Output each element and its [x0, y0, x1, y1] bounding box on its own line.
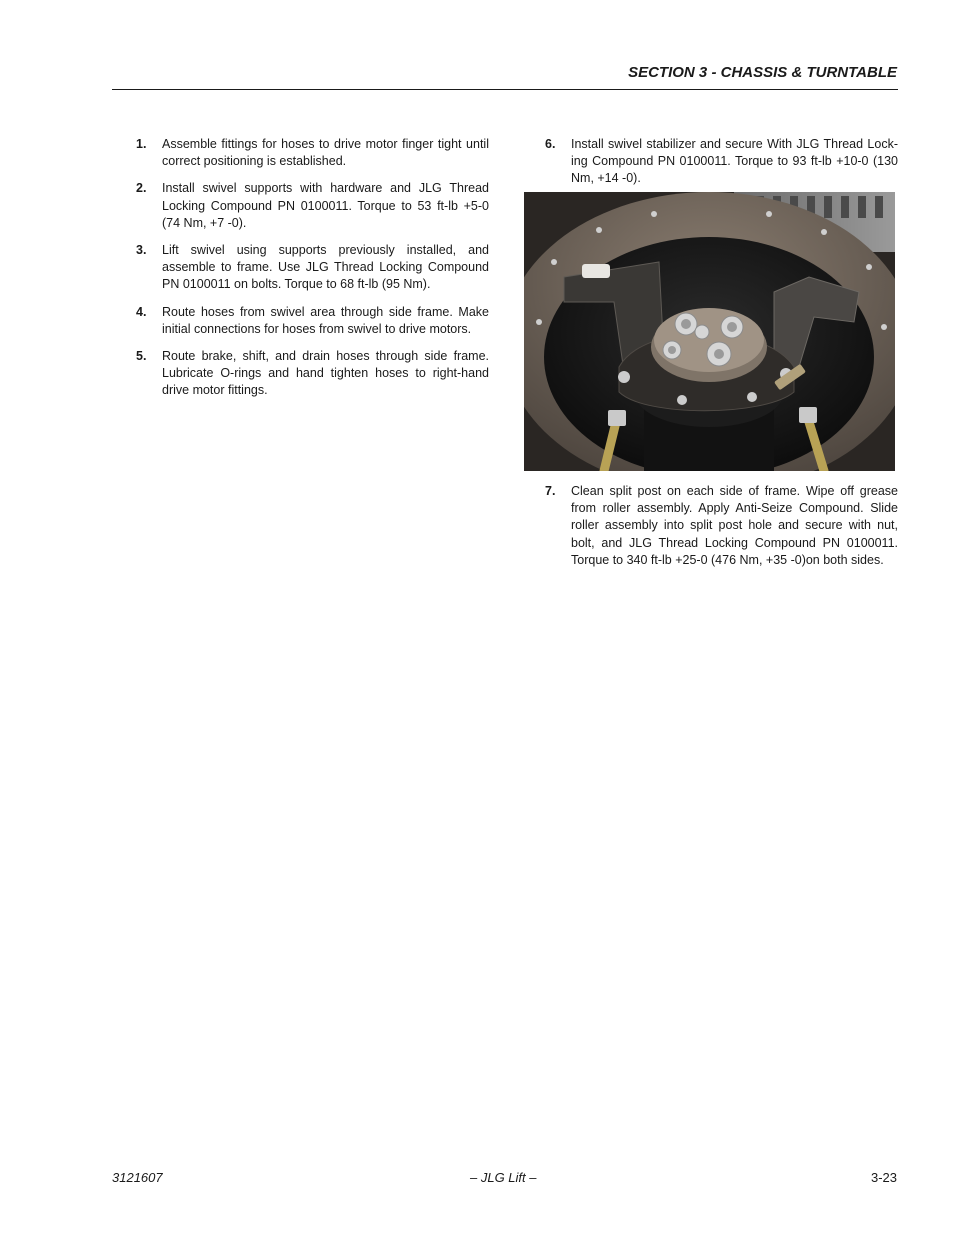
step-item	[133, 348, 489, 400]
step-text: Route hoses from swivel area through side frame. Make initial connections for hoses from swivel to drive motors.	[162, 304, 489, 336]
step-number: 4.	[136, 304, 147, 319]
step-text: Lift swivel using supports previously installed, and assemble to frame. Use JLG Thread Locking Compound PN 0100011 on bolts. Torque to 68 ft-lb (95 Nm).	[162, 243, 489, 292]
step-text: Clean split post on each side of frame. Wipe off grease from roller assembly. Apply Anti-Seize Compound. Slide roller assembly into split post hole and secure with nut, bolt, and JLG Thread Locking Compound PN 0100011. Torque to 340 ft-lb +25-0 (476 Nm, +35 -0)on both sides.	[571, 484, 898, 567]
step-number: 3.	[136, 243, 147, 258]
step-item	[133, 136, 489, 170]
step-number: 2.	[136, 181, 147, 196]
right-column-bottom	[542, 483, 898, 579]
step-item	[542, 483, 898, 569]
step-text: Install swivel stabilizer and secure With JLG Thread Lock-ing Compound PN 0100011. Torque to 93 ft-lb +10-0 (130 Nm, +14 -0).	[571, 137, 898, 186]
footer-center-label: – JLG Lift –	[470, 1170, 537, 1185]
step-number: 5.	[136, 349, 147, 364]
step-text: Install swivel supports with hardware and JLG Thread Locking Compound PN 0100011. Torque to 53 ft-lb +5-0 (74 Nm, +7 -0).	[162, 181, 489, 230]
section-header-title: SECTION 3 - CHASSIS & TURNTABLE	[628, 64, 897, 81]
step-number: 1.	[136, 137, 147, 151]
step-item	[133, 242, 489, 294]
header-rule	[112, 89, 898, 90]
step-number: 6.	[545, 137, 556, 151]
swivel-stabilizer-photo	[524, 192, 895, 471]
step-item	[542, 136, 898, 188]
right-column-top	[542, 136, 898, 198]
step-text: Route brake, shift, and drain hoses through side frame. Lubricate O-rings and hand tighten hoses to right-hand drive motor fittings.	[162, 349, 489, 398]
step-number: 7.	[545, 484, 556, 498]
left-column	[133, 136, 489, 410]
step-text: Assemble fittings for hoses to drive motor finger tight until correct positioning is established.	[162, 137, 489, 169]
footer-page-number: 3-23	[870, 1170, 897, 1185]
step-item	[133, 304, 489, 338]
footer-doc-number: 3121607	[112, 1170, 163, 1185]
step-item	[133, 180, 489, 232]
